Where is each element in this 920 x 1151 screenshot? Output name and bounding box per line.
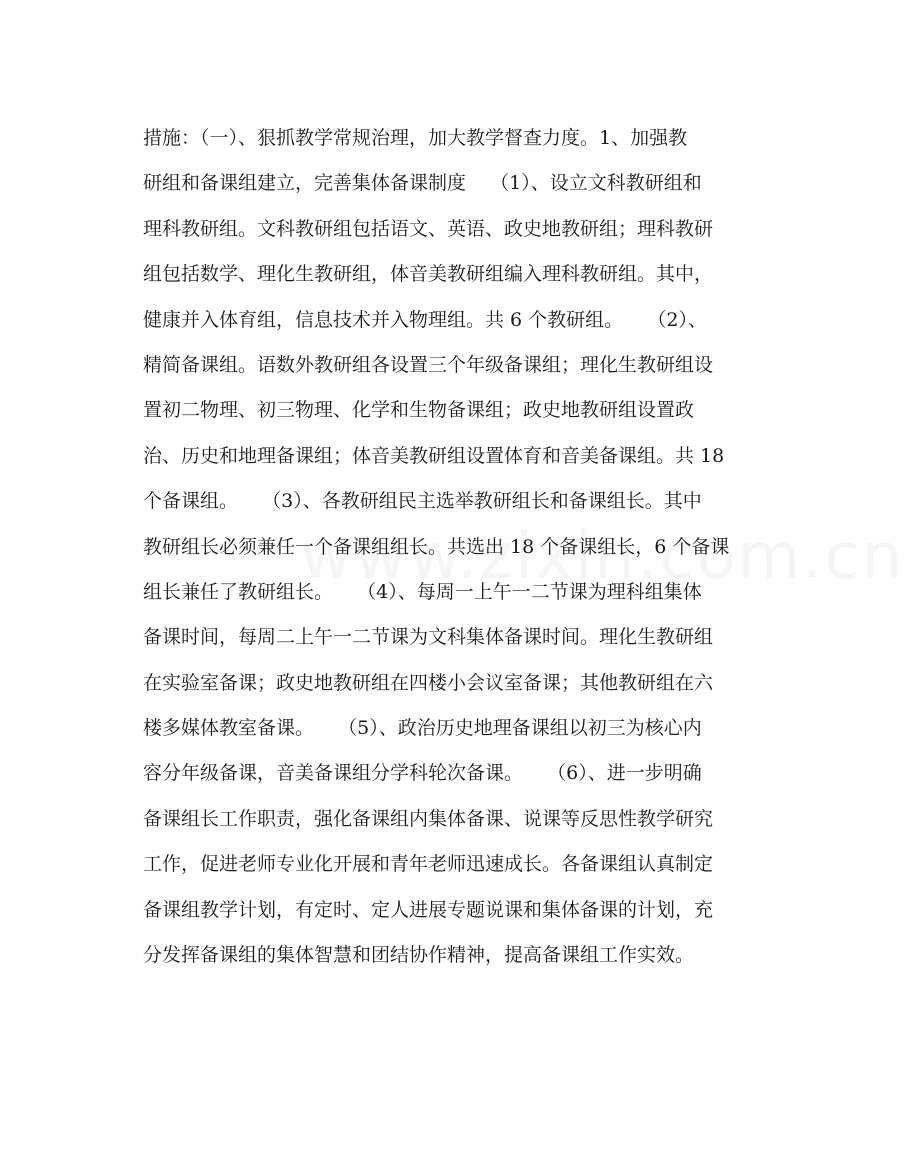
text-line: 措施：（一）、狠抓教学常规治理，加大教学督查力度。1、加强教 <box>143 127 688 149</box>
text-line: 精简备课组。语数外教研组各设置三个年级备课组；理化生教研组设 <box>143 353 714 376</box>
text-line: 组包括数学、理化生教研组，体音美教研组编入理科教研组。其中， <box>143 263 714 286</box>
text-line: 置初二物理、初三物理、化学和生物备课组；政史地教研组设置政 <box>143 399 695 422</box>
text-line: 健康并入体育组，信息技术并入物理组。共 6 个教研组。 （2）、 <box>143 308 707 331</box>
text-line: 容分年级备课，音美备课组分学科轮次备课。 （6）、进一步明确 <box>143 762 702 785</box>
text-line: 备课组长工作职责，强化备课组内集体备课、说课等反思性教学研究 <box>143 807 714 830</box>
text-line: 分发挥备课组的集体智慧和团结协作精神，提高备课组工作实效。 <box>143 944 695 967</box>
text-line: 研组和备课组建立，完善集体备课制度 （1）、设立文科教研组和 <box>143 172 702 195</box>
document-body <box>143 116 783 978</box>
text-line: 在实验室备课；政史地教研组在四楼小会议室备课；其他教研组在六 <box>143 671 714 694</box>
text-line: 组长兼任了教研组长。 （4）、每周一上午一二节课为理科组集体 <box>143 580 702 603</box>
text-line: 理科教研组。文科教研组包括语文、英语、政史地教研组；理科教研 <box>143 217 714 240</box>
text-line: 备课时间，每周二上午一二节课为文科集体备课时间。理化生教研组 <box>143 626 714 649</box>
text-line: 治、历史和地理备课组；体音美教研组设置体育和音美备课组。共 18 <box>143 444 725 467</box>
text-line: 工作，促进老师专业化开展和青年老师迅速成长。各备课组认真制定 <box>143 853 714 876</box>
text-line: 教研组长必须兼任一个备课组组长。共选出 18 个备课组长，6 个备课 <box>143 535 730 558</box>
text-line: 个备课组。 （3）、各教研组民主选举教研组长和备课组长。其中 <box>143 490 702 513</box>
text-line: 备课组教学计划，有定时、定人进展专题说课和集体备课的计划，充 <box>143 898 714 921</box>
text-line: 楼多媒体教室备课。 （5）、政治历史地理备课组以初三为核心内 <box>143 717 702 740</box>
